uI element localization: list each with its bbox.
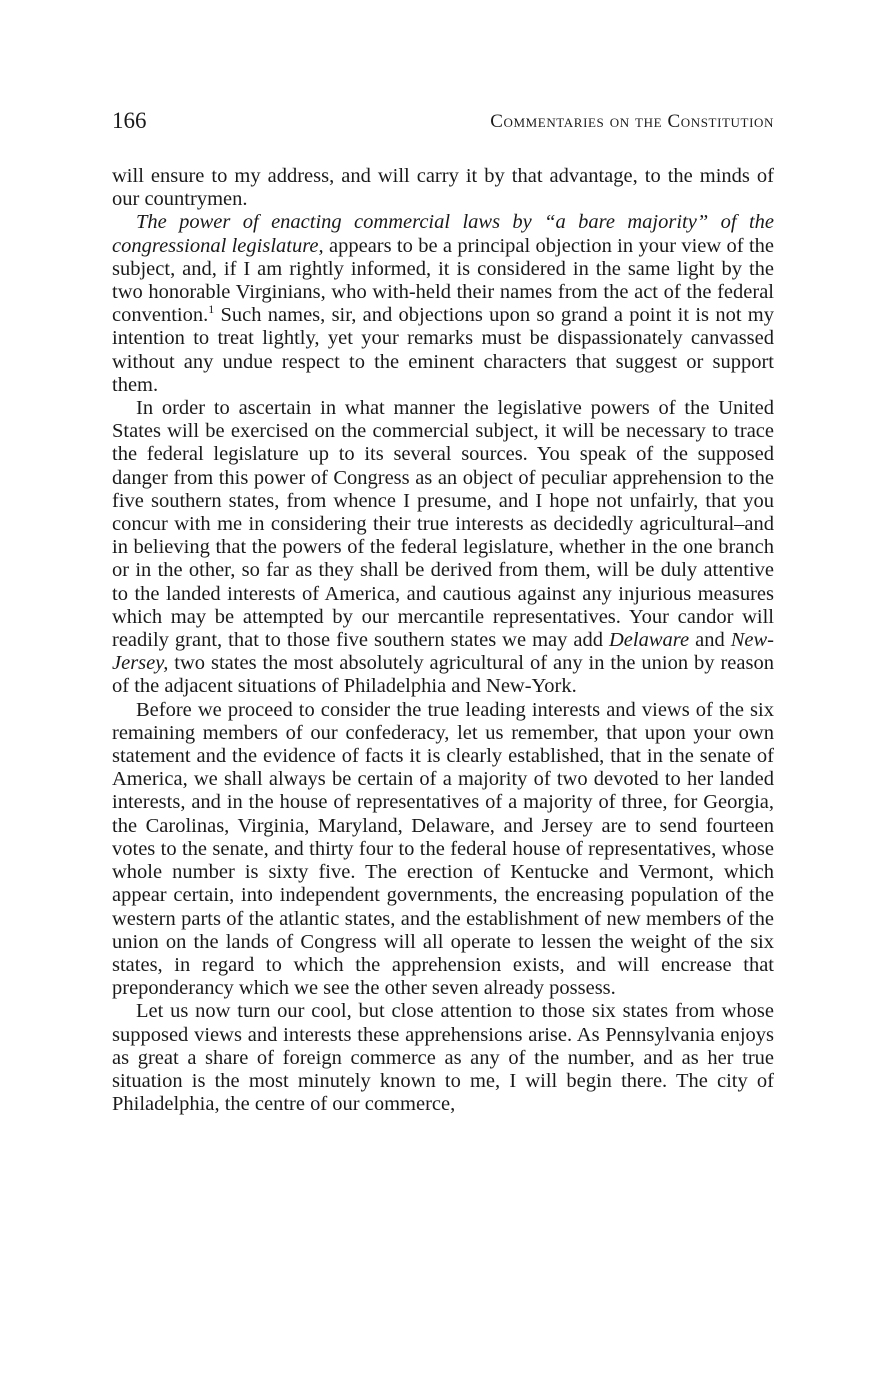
text-run: appears to be a principal objection in your view of the subject, and, if I am rightly informed, it is considered in the same light by the two honorable Virginians, who with-held their names from the act of the federal convention. — [112, 234, 774, 327]
body-text — [112, 165, 774, 1116]
text-run: will ensure to my address, and will carry it by that advantage, to the minds of our countrymen. — [112, 165, 774, 211]
paragraph — [112, 397, 774, 699]
paragraph — [112, 165, 774, 211]
text-run: Let us now turn our cool, but close attention to those six states from whose supposed views and interests these apprehensions arise. As Pennsylvania enjoys as great a share of foreign commerce as any of the number, and as her true situation is the most minutely known to me, I will begin there. The city of Philadelphia, the centre of our commerce, — [112, 1000, 774, 1116]
text-run: Before we proceed to consider the true leading interests and views of the six remaining members of our confederacy, let us remember, that upon your own statement and the evidence of facts it is clearly established, that in the senate of America, we shall always be certain of a majority of two devoted to her landed interests, and in the house of representatives of a majority of three, for Georgia, the Carolinas, Virginia, Maryland, Delaware, and Jersey are to send fourteen votes to the senate, and thirty four to the federal house of representatives, whose whole number is sixty five. The erection of Kentucke and Vermont, which appear certain, into independent governments, the encreasing population of the western parts of the atlantic states, and the establishment of new members of the union on the lands of Congress will all operate to lessen the weight of the six states, in regard to which the apprehension exists, and will encrease that preponderancy which we see the other seven already possess. — [112, 698, 774, 1000]
paragraph — [112, 211, 774, 397]
footnote-marker: 1 — [208, 302, 215, 317]
text-run: Such names, sir, and objections upon so grand a point it is not my intention to treat lightly, yet your remarks must be dispassionately canvassed without any undue respect to the eminent characters that suggest or support them. — [112, 304, 774, 396]
page-number: 166 — [112, 108, 147, 133]
paragraph — [112, 699, 774, 1001]
text-run: In order to ascertain in what manner the legislative powers of the United States will be exercised on the commercial subject, it will be necessary to trace the federal legislature up to its several sources. You speak of the supposed danger from this power of Congress as an object of peculiar apprehension to the five southern states, from whence I presume, and I hope not unfairly, that you concur with me in considering their true interests as decidedly agricultural–and in believing that the powers of the federal legislature, whether in the one branch or in the other, so far as they shall be derived from them, will be duly attentive to the landed interests of America, and cautious against any injurious measures which may be attempted by our mercantile representatives. Your candor will readily grant, that to those five southern states we may add — [112, 397, 774, 652]
running-head — [112, 108, 774, 138]
paragraph — [112, 1000, 774, 1116]
text-run: two states the most absolutely agricultural of any in the union by reason of the adjacent situations of Philadelphia and New-York. — [112, 652, 774, 698]
italic-text: Delaware — [609, 629, 690, 652]
book-title: Commentaries on the Constitution — [490, 111, 774, 132]
italic-text: The power of enacting commercial laws by “a bare majority” of the congressional legislature, — [112, 211, 774, 257]
italic-text: New-Jersey, — [112, 629, 774, 675]
text-run: and — [689, 629, 731, 652]
